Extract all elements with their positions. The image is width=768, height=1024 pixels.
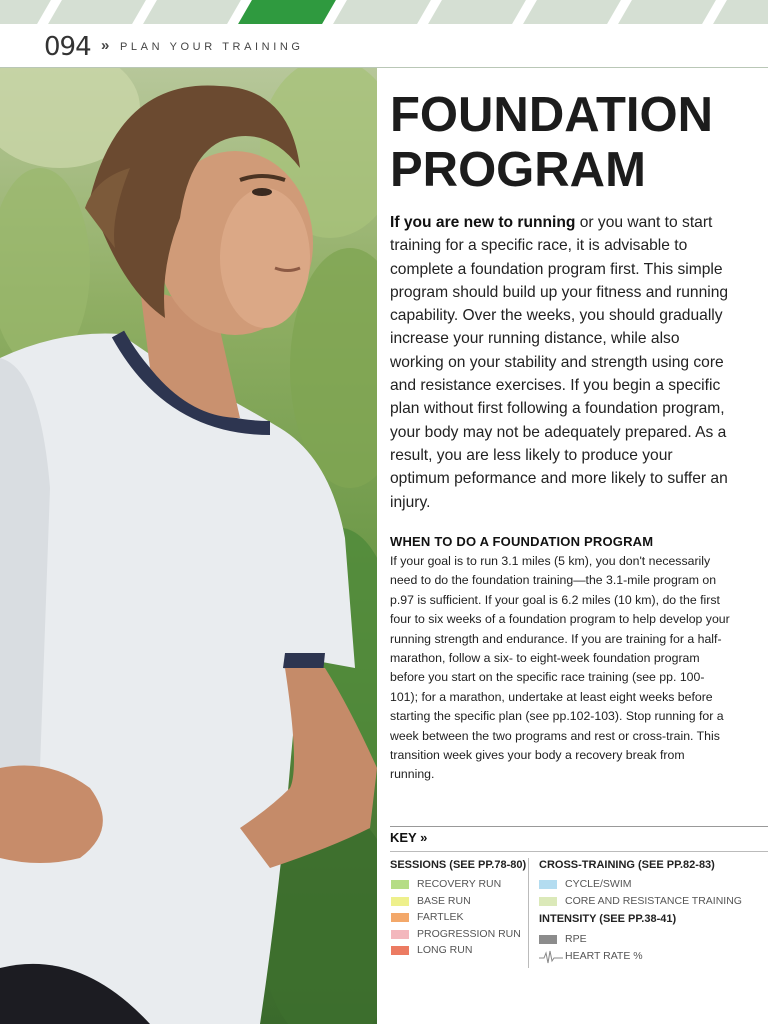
double-chevron-icon: » [101,37,110,54]
key-title [390,830,427,845]
double-chevron-icon: » [420,830,428,845]
key-title-text: KEY [390,830,417,845]
legend-label: PROGRESSION RUN [417,927,521,940]
legend-label: RECOVERY RUN [417,878,502,890]
legend-swatch [391,897,409,906]
heartbeat-icon [539,949,563,965]
section-tab-active [238,0,336,24]
legend-swatch [391,913,409,922]
section-tab [618,0,716,24]
section-title: PLAN YOUR TRAINING [120,41,304,53]
title-line-1: FOUNDATION [390,88,713,142]
section-tab [333,0,431,24]
legend-swatch [391,880,409,889]
page-number: 094 [44,32,91,62]
intro-lead: If you are new to running [390,214,576,231]
legend-label: LONG RUN [417,944,473,957]
legend-label: CYCLE/SWIM [565,878,632,890]
intro-text: or you want to start training for a specific race, it is advisable to complete a foundation program first. This simple program should build up your fitness and running capability. Over the weeks, you should gradually increase your running distance, while also working on your stability and strength using core and resistance exercises. If you begin a specific plan without first following a foundation program, your body may not be adequately prepared. As a result, you are less likely to produce your optimum peformance and more likely to suffer an injury. [390,214,729,511]
page-title [390,88,760,198]
key-top-rule [390,826,768,827]
legend-swatch [539,897,557,906]
intensity-heading: INTENSITY (SEE PP.38-41) [539,913,677,925]
legend-label: HEART RATE % [565,950,643,962]
section-tab [523,0,621,24]
section-tab [143,0,241,24]
section-tab-strip [0,0,768,24]
runner-photo [0,68,377,1024]
legend-label: FARTLEK [417,911,464,924]
section-tab [48,0,146,24]
legend-swatch [391,930,409,939]
runner-illustration [0,68,377,1024]
sessions-heading: SESSIONS (SEE PP.78-80) [390,859,527,871]
legend-swatch [391,946,409,955]
when-paragraph: If your goal is to run 3.1 miles (5 km), you don't necessarily need to do the foundation training—the 3.1-mile program on p.97 is sufficient. If your goal is 6.2 miles (10 km), do the first four to six weeks of a foundation program to help develop your running strength and endurance. If you are training for a half-marathon, follow a six- to eight-week foundation program before you start on the specific race training (see pp. 100-101); for a marathon, undertake at least eight weeks before starting the specific plan (see pp.102-103). Stop running for a week between the two programs and rest or cross-train. This transition week gives your body a recovery break from running. [390,554,730,782]
title-line-2: PROGRAM [390,143,646,197]
page-header [0,24,768,68]
key-rule [390,851,768,852]
section-tab [713,0,768,24]
section-tab [428,0,526,24]
legend-swatch [539,880,557,889]
cross-training-heading: CROSS-TRAINING (SEE PP.82-83) [539,859,715,871]
legend-label: RPE [565,933,587,945]
section-tab [0,0,51,24]
legend-label: CORE AND RESISTANCE TRAINING [565,894,742,907]
legend-label: BASE RUN [417,894,471,907]
legend-swatch [539,935,557,944]
key-divider [528,858,529,968]
intro-paragraph [390,211,730,514]
when-heading: WHEN TO DO A FOUNDATION PROGRAM [390,534,654,549]
